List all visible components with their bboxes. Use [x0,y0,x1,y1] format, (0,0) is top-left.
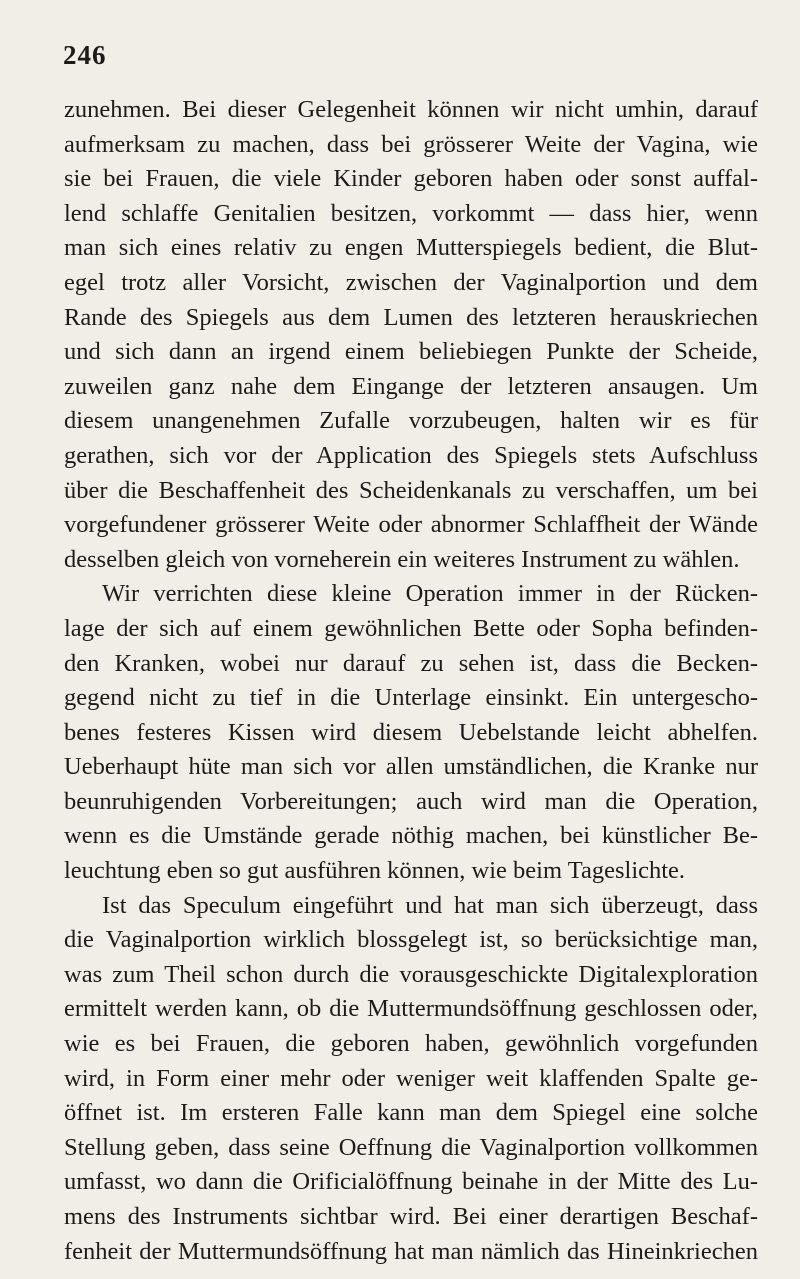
text-line: lage der sich auf einem gewöhnlichen Bette oder Sopha befinden- [64,614,758,642]
text-line: Ueberhaupt hüte man sich vor allen umständlichen, die Kranke nur [64,753,758,781]
text-line: mens des Instruments sichtbar wird. Bei einer derartigen Beschaf- [64,1203,758,1230]
text-line: öffnet ist. Im ersteren Falle kann man dem Spiegel eine solche [64,1099,758,1127]
text-line: über die Beschaffenheit des Scheidenkanals zu verschaffen, um bei [64,476,758,504]
text-line: gegend nicht zu tief in die Unterlage einsinkt. Ein untergescho- [64,684,758,712]
page-number: 246 [63,40,107,70]
text-line: wenn es die Umstände gerade nöthig machen, bei künstlicher Be- [64,822,758,850]
text-line: benes festeres Kissen wird diesem Uebelstande leicht abhelfen. [64,718,758,746]
text-line: gerathen, sich vor der Application des Spiegels stets Aufschluss [64,441,758,469]
text-line: fenheit der Muttermundsöffnung hat man nämlich das Hineinkriechen [64,1237,758,1265]
text-line: den Kranken, wobei nur darauf zu sehen ist, dass die Becken- [64,649,758,677]
text-line: man sich eines relativ zu engen Mutterspiegels bedient, die Blut- [64,234,758,262]
text-line: vorgefundener grösserer Weite oder abnormer Schlaffheit der Wände [64,511,758,539]
text-line: egel trotz aller Vorsicht, zwischen der Vaginalportion und dem [64,268,758,296]
text-line: wie es bei Frauen, die geboren haben, gewöhnlich vorgefunden [64,1030,758,1058]
text-line: sie bei Frauen, die viele Kinder geboren haben oder sonst auffal- [64,165,758,193]
text-line: Stellung geben, dass seine Oeffnung die Vaginalportion vollkommen [64,1133,758,1161]
text-line: und sich dann an irgend einem beliebiegen Punkte der Scheide, [64,338,758,366]
text-line: Wir verrichten diese kleine Operation immer in der Rücken- [102,580,758,608]
body-text [64,93,758,1269]
text-line: lend schlaffe Genitalien besitzen, vorkommt — dass hier, wenn [64,199,758,227]
text-line: Ist das Speculum eingeführt und hat man sich überzeugt, dass [102,891,758,919]
text-line: was zum Theil schon durch die vorausgeschickte Digitalexploration [64,960,758,988]
text-line: umfasst, wo dann die Orificialöffnung beinahe in der Mitte des Lu- [64,1168,758,1196]
text-line: wird, in Form einer mehr oder weniger weit klaffenden Spalte ge- [64,1064,758,1092]
text-line: diesem unangenehmen Zufalle vorzubeugen, halten wir es für [64,407,758,435]
text-line: die Vaginalportion wirklich blossgelegt ist, so berücksichtige man, [64,926,758,954]
text-line: Rande des Spiegels aus dem Lumen des letzteren herauskriechen [64,303,758,331]
text-line: zuweilen ganz nahe dem Eingange der letzteren ansaugen. Um [64,372,758,400]
text-line: leuchtung eben so gut ausführen können, wie beim Tageslichte. [64,857,686,885]
text-line: ermittelt werden kann, ob die Muttermundsöffnung geschlossen oder, [64,995,758,1023]
text-line: desselben gleich von vorneherein ein weiteres Instrument zu wählen. [64,545,740,573]
text-line: zunehmen. Bei dieser Gelegenheit können wir nicht umhin, darauf [64,96,758,123]
text-line: beunruhigenden Vorbereitungen; auch wird man die Operation, [64,787,758,815]
text-line: aufmerksam zu machen, dass bei grösserer Weite der Vagina, wie [64,130,758,158]
